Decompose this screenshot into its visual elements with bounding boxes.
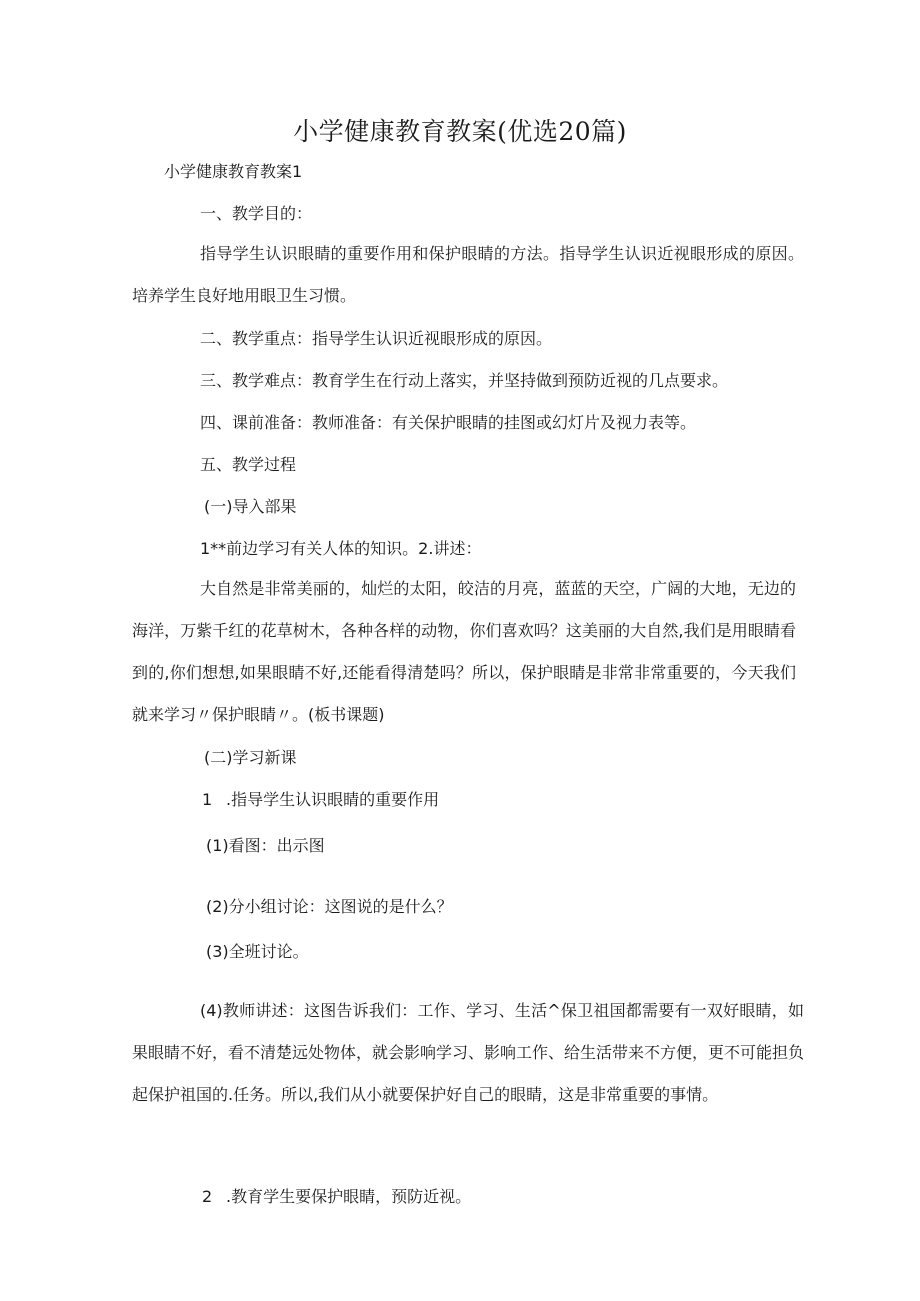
step1-number: 1 — [202, 790, 213, 809]
teacher-explanation-paragraph: (4)教师讲述：这图告诉我们：工作、学习、生活^保卫祖国都需要有一双好眼睛，如果眼睛不好，看不清楚远处物体，就会影响学习、影响工作、给生活带来不方便，更不可能担负起保护祖国的.任务。所以,我们从小就要保护好自己的眼睛，这是非常重要的事情。 — [132, 1001, 805, 1104]
difficulty-line: 三、教学难点：教育学生在行动上落实，并坚持做到预防近视的几点要求。 — [200, 371, 729, 390]
section-heading: 小学健康教育教案1 — [164, 162, 303, 181]
objective-paragraph: 指导学生认识眼睛的重要作用和保护眼睛的方法。指导学生认识近视眼形成的原因。培养学生良好地用眼卫生习惯。 — [132, 244, 804, 305]
document-title: 小学健康教育教案(优选20篇) — [293, 117, 627, 146]
sub-item-2: (2)分小组讨论：这图说的是什么？ — [206, 897, 453, 916]
preparation-line: 四、课前准备：教师准备：有关保护眼睛的挂图或幻灯片及视力表等。 — [200, 413, 697, 432]
new-lesson-heading: (二)学习新课 — [204, 748, 297, 767]
sub-item-3: (3)全班讨论。 — [206, 942, 309, 961]
intro-heading: (一)导入部果 — [204, 497, 297, 516]
step2-text: .教育学生要保护眼睛，预防近视。 — [226, 1187, 472, 1206]
step2-number: 2 — [202, 1187, 213, 1206]
step1-text: .指导学生认识眼睛的重要作用 — [226, 790, 440, 809]
key-point-line: 二、教学重点：指导学生认识近视眼形成的原因。 — [200, 329, 553, 348]
process-heading: 五、教学过程 — [200, 455, 297, 474]
intro-paragraph: 大自然是非常美丽的，灿烂的太阳，皎洁的月亮，蓝蓝的天空，广阔的大地，无边的海洋，万紫千红的花草树木，各种各样的动物，你们喜欢吗？这美丽的大自然,我们是用眼睛看到的,你们想想,如果眼睛不好,还能看得清楚吗？所以，保护眼睛是非常非常重要的，今天我们就来学习〃保护眼睛〃。(板书课题) — [132, 579, 796, 724]
sub-item-1: (1)看图：出示图 — [206, 836, 325, 855]
objective-heading: 一、教学目的： — [200, 204, 313, 223]
intro-step-line: 1**前边学习有关人体的知识。2.讲述： — [200, 539, 482, 558]
